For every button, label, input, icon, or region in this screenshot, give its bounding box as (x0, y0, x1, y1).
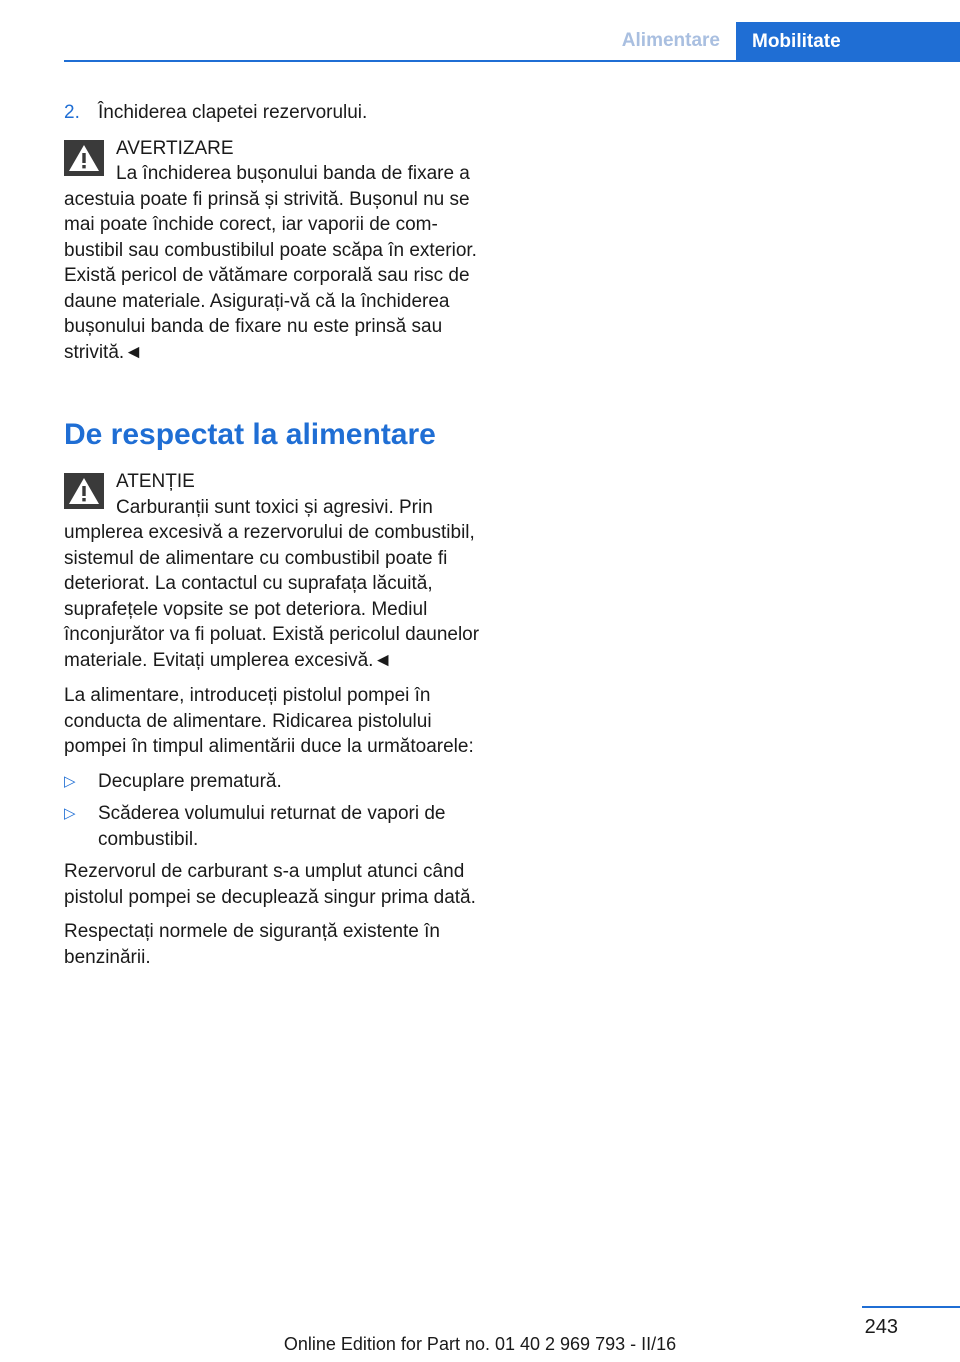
list-item (64, 769, 484, 795)
step-item (64, 100, 484, 126)
paragraph-full-tank: Rezervorul de carburant s-a umplut atunci când pistolul pompei se decuplează singur prima dată. (64, 861, 476, 908)
paragraph-safety: Respectați normele de siguranță existente în benzinării. (64, 921, 440, 968)
list-item (64, 801, 484, 852)
header-chapter-tab: Mobilitate (736, 22, 960, 62)
section-heading: De respectat la alimentare (64, 418, 436, 451)
warning-block (64, 136, 484, 366)
warning-text: La închiderea bușonului banda de fixare a acestuia poate fi prinsă și strivită. Bușonul nu se mai poate închide corect, iar vaporii de combustibil sau combustibilul poate scăpa în exterior. Există pericol de vătămare corporală sau risc de daune materiale. Asigurați-vă că la închiderea bușonului banda de fixare nu este prinsă sau strivită.◄ (64, 163, 477, 363)
header-section-label: Alimentare (621, 30, 720, 51)
header-divider (64, 60, 960, 62)
warning-triangle-icon (64, 140, 104, 176)
page-header (0, 0, 960, 62)
page-number: 243 (864, 1316, 898, 1338)
caution-text: Carburanții sunt toxici și agresivi. Prin umplerea excesivă a rezervorului de combustibil, sistemul de alimentare cu combustibil poate fi deteriorat. La contactul cu suprafața lăcuită, suprafețele vopsite se pot deteriora. Mediul înconjurător va fi poluat. Există pericolul daunelor materiale. Evitați umplerea excesivă.◄ (64, 496, 480, 671)
content-column (64, 100, 484, 979)
list-item-text: Scăderea volumului returnat de vapori de combustibil. (98, 803, 446, 850)
triangle-bullet-icon: ▷ (64, 772, 76, 790)
bullet-list (64, 769, 484, 853)
footer-divider (862, 1306, 960, 1308)
step-text: Închiderea clapetei rezervorului. (98, 102, 368, 123)
warning-triangle-icon (64, 473, 104, 509)
edition-footer: Online Edition for Part no. 01 40 2 969 793 - II/16 (283, 1334, 677, 1354)
caution-title: ATENȚIE (116, 471, 195, 492)
triangle-bullet-icon: ▷ (64, 805, 76, 822)
step-number: 2. (64, 102, 80, 123)
paragraph-refuel: La alimentare, introduceți pistolul pompei în conducta de alimentare. Ridicarea pistolului pompei în timpul alimentării duce la următoarele: (64, 685, 474, 757)
warning-title: AVERTIZARE (116, 137, 234, 159)
list-item-text: Decuplare prematură. (98, 770, 282, 792)
caution-block (64, 469, 484, 673)
